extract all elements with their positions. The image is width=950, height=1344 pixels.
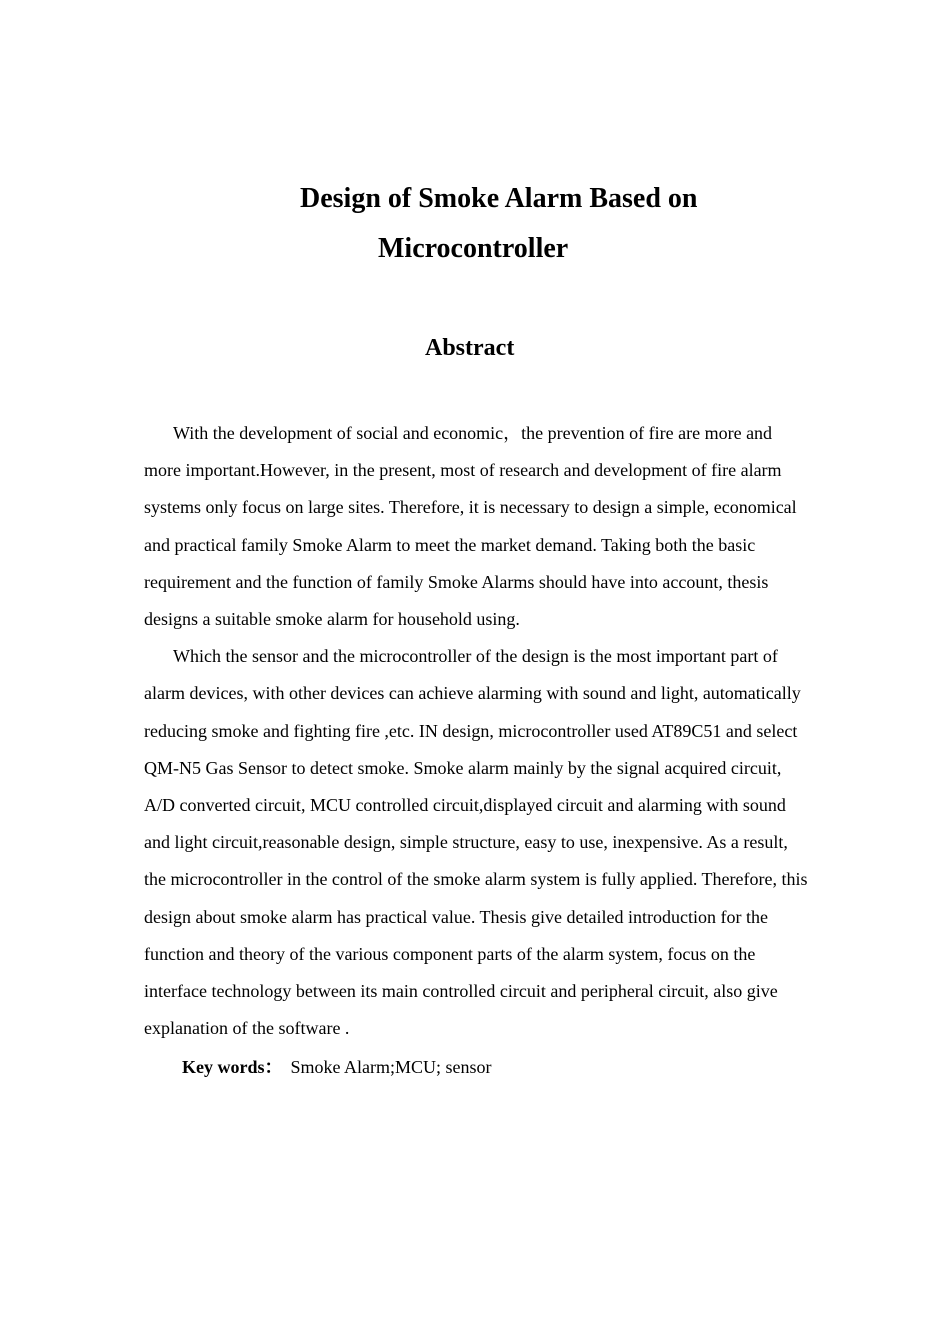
abstract-paragraph-2: Which the sensor and the microcontroller of the design is the most important part of alarm devices, with other devices can achieve alarming with sound and light, automatically reducing smoke and fighting fire ,etc. IN design, microcontroller used AT89C51 and select QM-N5 Gas Sensor to detect smoke. Smoke alarm mainly by the signal acquired circuit, A/D converted circuit, MCU controlled circuit,displayed circuit and alarming with sound and light circuit,reasonable design, simple structure, easy to use, inexpensive. As a result, the microcontroller in the control of the smoke alarm system is fully applied. Therefore, this design about smoke alarm has practical value. Thesis give detailed introduction for the function and theory of the various component parts of the alarm system, focus on the interface technology between its main controlled circuit and peripheral circuit, also give explanation of the software .: [144, 646, 808, 1039]
keywords-line: [182, 1049, 492, 1085]
abstract-heading: Abstract: [425, 335, 515, 361]
keywords-value: Smoke Alarm;MCU; sensor: [290, 1057, 492, 1077]
abstract-paragraph-1: With the development of social and economic，the prevention of fire are more and more important.However, in the present, most of research and development of fire alarm systems only focus on large sites. Therefore, it is necessary to design a simple, economical and practical family Smoke Alarm to meet the market demand. Taking both the basic requirement and the function of family Smoke Alarms should have into account, thesis designs a suitable smoke alarm for household using.: [144, 423, 797, 630]
keywords-label: Key words: [182, 1057, 265, 1077]
paper-title-line-2: Microcontroller: [378, 233, 569, 264]
paper-title-line-1: Design of Smoke Alarm Based on: [300, 183, 698, 214]
keywords-separator: ：: [264, 1057, 283, 1077]
abstract-body: [144, 415, 808, 1047]
